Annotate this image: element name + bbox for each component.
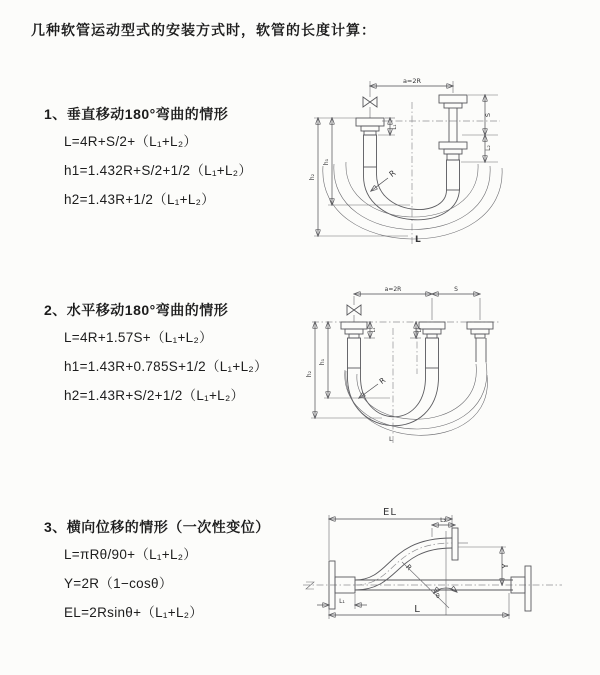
theta-label: θ <box>436 593 440 600</box>
left-pipe-fitting <box>356 118 384 167</box>
section-2 <box>44 300 268 410</box>
dim-label-l2: L₂ <box>440 517 446 524</box>
right-pipe-fitting <box>439 95 467 190</box>
length-label: L <box>415 235 421 245</box>
dim-label-l1: L₁ <box>392 124 398 130</box>
formula-line: EL=2Rsinθ+（L₁+L₂） <box>64 605 204 620</box>
formula-line: Y=2R（1−cosθ） <box>64 576 173 591</box>
hose-curves <box>323 162 502 239</box>
diagram-vertical-180-bend <box>302 64 592 256</box>
dim-label-l1: L₁ <box>371 327 377 333</box>
dim-label-h1: h₁ <box>319 358 326 366</box>
hose-curves <box>355 538 452 590</box>
radius-label: R <box>387 168 398 179</box>
formula-line: h1=1.43R+0.785S+1/2（L₁+L₂） <box>64 359 268 374</box>
braid-section <box>426 338 439 368</box>
braid-section <box>447 160 460 190</box>
formula-line: L=πRθ/90+（L₁+L₂） <box>64 547 198 562</box>
dimension-lines <box>309 77 498 245</box>
left-pipe-fitting <box>341 322 367 368</box>
diagram-lateral-displacement <box>297 497 597 659</box>
dim-label-l1: L₁ <box>339 598 345 605</box>
right-flange <box>511 566 531 611</box>
centerlines <box>303 582 562 589</box>
dim-label-h1: h₁ <box>323 158 330 166</box>
dim-label-a2r: a=2R <box>402 77 422 85</box>
braid-section <box>348 338 361 368</box>
section-1 <box>44 104 252 214</box>
diagram-horizontal-180-bend <box>302 282 592 462</box>
section-2-heading: 2、水平移动180°弯曲的情形 <box>44 302 229 318</box>
valve-icon <box>363 81 377 118</box>
dim-label-l2: L₂ <box>417 327 423 333</box>
formula-line: h1=1.432R+S/2+1/2（L₁+L₂） <box>64 163 253 178</box>
dim-label-h2: h₂ <box>306 370 313 378</box>
centerlines <box>382 102 500 245</box>
upper-flange <box>452 528 468 560</box>
length-label: L <box>389 435 393 443</box>
valve-icon <box>347 296 361 322</box>
radius-label: R <box>377 375 388 386</box>
dim-label-a2r: a=2R <box>384 286 402 293</box>
dim-label-h2: h₂ <box>309 173 316 181</box>
formula-line: L=4R+1.57S+（L₁+L₂） <box>64 330 213 345</box>
hose-curves <box>345 362 488 435</box>
dim-label-l2: L₂ <box>485 145 492 151</box>
pipe-break-symbol <box>306 582 314 589</box>
angle-construction <box>402 531 457 615</box>
section-1-heading: 1、垂直移动180°弯曲的情形 <box>44 106 229 122</box>
formula-line: h2=1.43R+1/2（L₁+L₂） <box>64 192 215 207</box>
dim-label-el: EL <box>383 507 397 518</box>
formula-line: h2=1.43R+S/2+1/2（L₁+L₂） <box>64 388 245 403</box>
braid-section <box>364 135 377 167</box>
dimension-lines <box>317 507 510 619</box>
formula-line: L=4R+S/2+（L₁+L₂） <box>64 134 198 149</box>
dim-label-s: S <box>454 286 458 293</box>
dim-label-s: S <box>484 112 492 118</box>
section-3-heading: 3、横向位移的情形（一次性变位） <box>44 519 270 535</box>
right-pipe-fitting <box>467 298 493 362</box>
length-label: L <box>414 604 420 615</box>
page-title: 几种软管运动型式的安装方式时，软管的长度计算： <box>31 22 376 38</box>
radius-label: R <box>404 563 414 573</box>
centerlines <box>312 322 500 444</box>
dim-label-y: Y <box>501 563 510 569</box>
section-3 <box>44 517 270 627</box>
